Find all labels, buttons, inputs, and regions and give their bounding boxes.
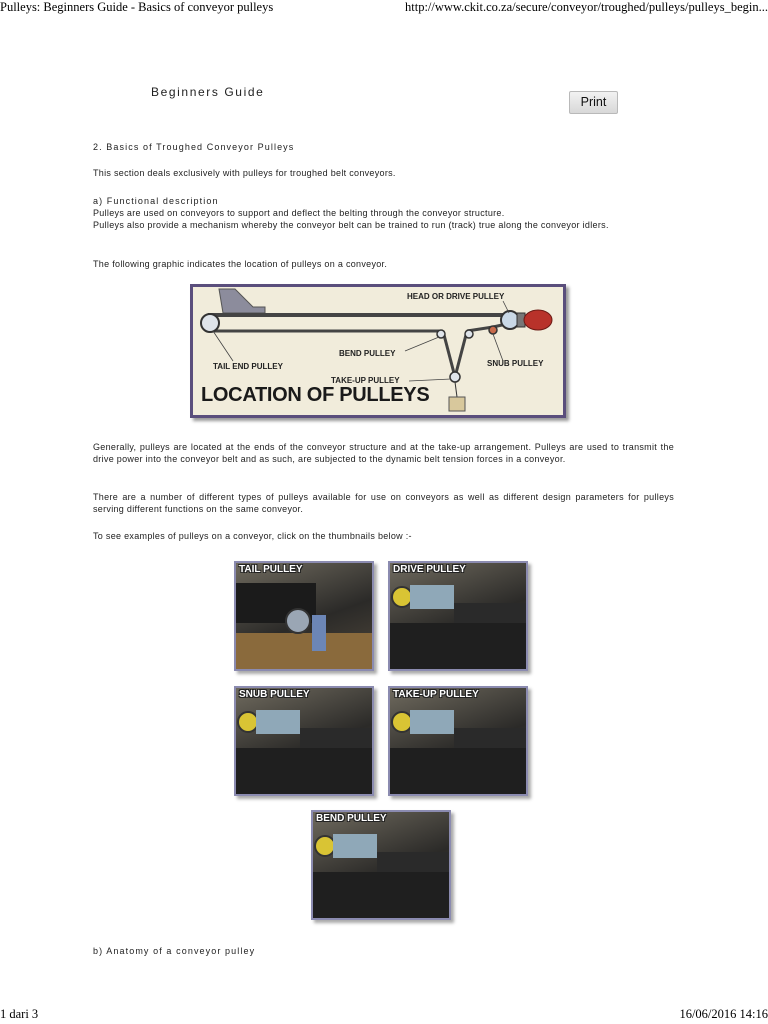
browser-page-title: Pulleys: Beginners Guide - Basics of conveyor pulleys — [0, 0, 274, 14]
thumbnail-label: TAIL PULLEY — [239, 564, 303, 575]
drive-motor — [524, 310, 552, 330]
graphic-intro-text: The following graphic indicates the location of pulleys on a conveyor. — [93, 259, 388, 269]
drive-pulley-picture — [390, 563, 526, 669]
thumbnail-snub-pulley[interactable] — [234, 686, 374, 796]
tail-pulley-picture — [236, 563, 372, 669]
label-bend-pulley: BEND PULLEY — [339, 349, 396, 358]
page-counter: 1 dari 3 — [0, 1007, 39, 1021]
guide-title: Beginners Guide — [151, 85, 265, 99]
snub-pulley-picture — [236, 688, 372, 794]
head-pulley-mark — [501, 311, 519, 329]
label-take-up-pulley: TAKE-UP PULLEY — [331, 376, 400, 385]
functional-description-heading: a) Functional description — [93, 196, 219, 206]
intro-text: This section deals exclusively with pulleys for troughed belt conveyors. — [93, 168, 396, 178]
general-paragraph: Generally, pulleys are located at the ends of the conveyor structure and at the take-up arrangement. Pulleys are used to transmit the drive power into the conveyor belt and as such, are subjected to the dynamic belt tension forces in a conveyor. — [93, 442, 674, 464]
print-button[interactable]: Print — [569, 91, 618, 114]
snub-pulley-mark — [489, 326, 497, 334]
take-up-pulley-mark — [450, 372, 460, 382]
thumbnail-bend-pulley[interactable] — [311, 810, 451, 920]
functional-description-line-1: Pulleys are used on conveyors to support and deflect the belting through the conveyor structure. — [93, 208, 505, 218]
thumbnail-label: SNUB PULLEY — [239, 689, 310, 700]
bend-pulley-mark — [437, 330, 445, 338]
thumbnail-tail-pulley[interactable] — [234, 561, 374, 671]
label-tail-end-pulley: TAIL END PULLEY — [213, 362, 283, 371]
pulley-location-diagram — [190, 284, 566, 418]
take-up-weight — [449, 397, 465, 411]
tail-pulley-mark — [201, 314, 219, 332]
section-heading: 2. Basics of Troughed Conveyor Pulleys — [93, 142, 295, 152]
label-head-or-drive-pulley: HEAD OR DRIVE PULLEY — [407, 292, 505, 301]
thumbnails-intro: To see examples of pulleys on a conveyor, click on the thumbnails below :- — [93, 531, 412, 541]
functional-description-line-2: Pulleys also provide a mechanism whereby the conveyor belt can be trained to run (track) true along the conveyor idlers. — [93, 220, 609, 230]
take-up-pulley-picture — [390, 688, 526, 794]
thumbnail-label: TAKE-UP PULLEY — [393, 689, 479, 700]
bend-pulley-picture — [313, 812, 449, 918]
diagram-title: LOCATION OF PULLEYS — [201, 384, 430, 406]
thumbnail-label: DRIVE PULLEY — [393, 564, 466, 575]
thumbnail-label: BEND PULLEY — [316, 813, 387, 824]
thumbnail-take-up-pulley[interactable] — [388, 686, 528, 796]
anatomy-heading: b) Anatomy of a conveyor pulley — [93, 946, 256, 956]
bend-pulley-mark-2 — [465, 330, 473, 338]
pulley-types-paragraph: There are a number of different types of pulleys available for use on conveyors as well as different design parameters for pulleys serving different functions on the same conveyor. — [93, 492, 674, 514]
print-timestamp: 16/06/2016 14:16 — [679, 1007, 768, 1021]
label-snub-pulley: SNUB PULLEY — [487, 359, 544, 368]
thumbnail-drive-pulley[interactable] — [388, 561, 528, 671]
browser-page-url[interactable]: http://www.ckit.co.za/secure/conveyor/troughed/pulleys/pulleys_begin... — [405, 0, 768, 14]
